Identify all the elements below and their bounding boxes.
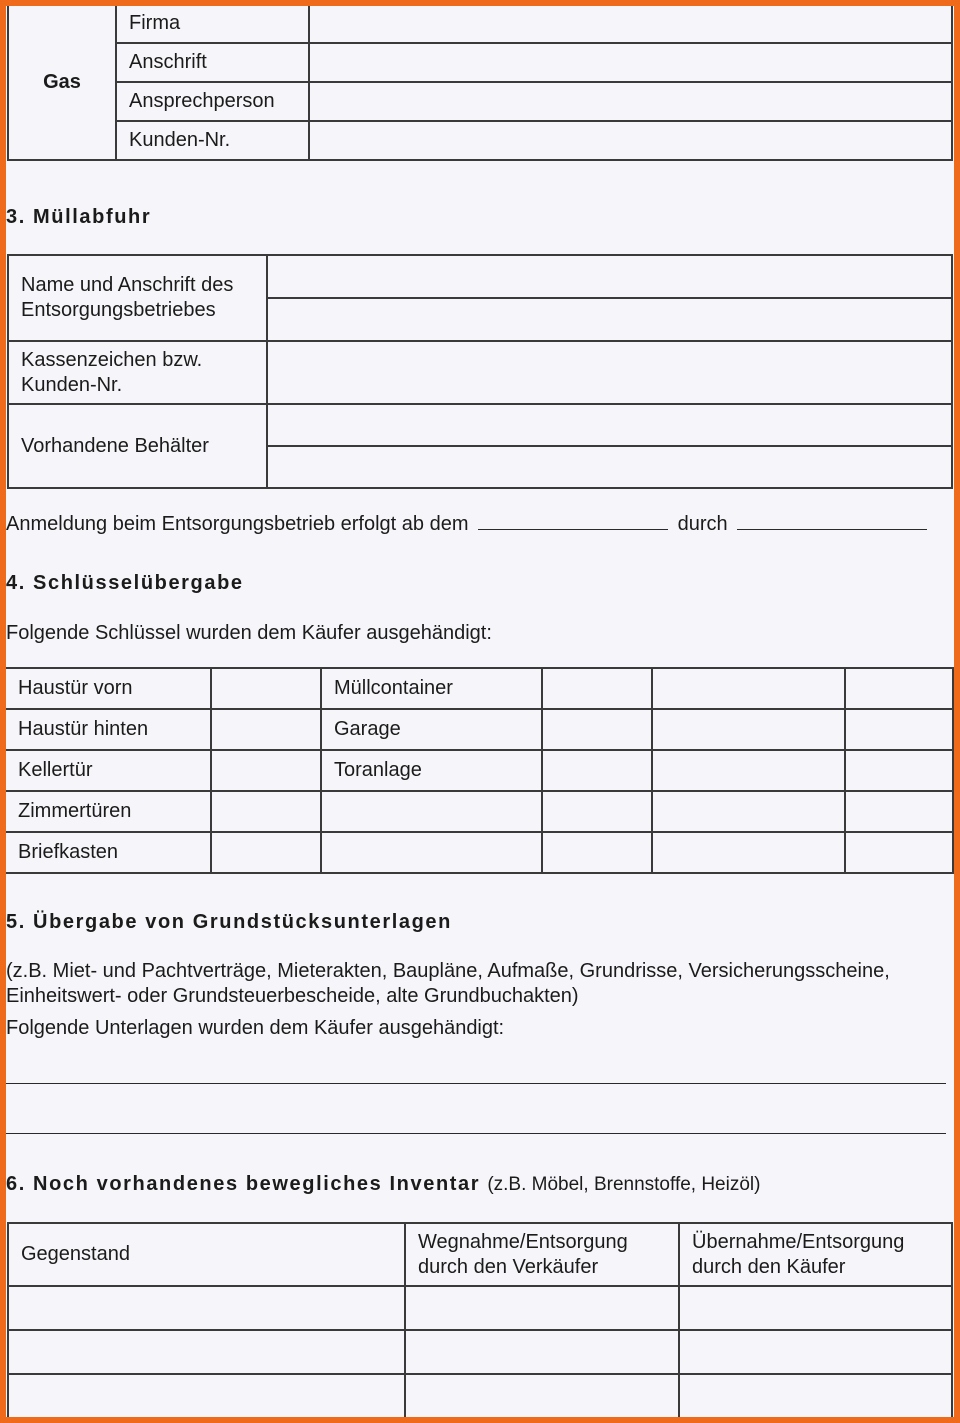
key-extra-field[interactable]: [845, 832, 953, 873]
muell-behaelter-field-1[interactable]: [267, 404, 952, 446]
muell-name-field-1[interactable]: [267, 255, 952, 298]
key-count-field[interactable]: [211, 668, 321, 709]
key-count-field[interactable]: [542, 832, 652, 873]
gas-row-label: Kunden-Nr.: [116, 121, 309, 160]
key-count-field[interactable]: [542, 791, 652, 832]
key-count-field[interactable]: [211, 832, 321, 873]
gas-row-label: Firma: [116, 4, 309, 43]
section-4-heading: 4. Schlüsselübergabe: [6, 572, 244, 594]
key-label: Haustür hinten: [6, 709, 211, 750]
muell-table: [7, 254, 953, 489]
gas-label-cell: [8, 4, 116, 160]
muell-kassenzeichen-line2: Kunden-Nr.: [21, 373, 123, 396]
anmeldung-date-blank[interactable]: [478, 511, 668, 530]
gas-kunden-nr-field[interactable]: [309, 121, 952, 160]
gas-anschrift-field[interactable]: [309, 43, 952, 82]
docs-examples-line1: (z.B. Miet- und Pachtverträge, Mieterakten, Baupläne, Aufmaße, Grundrisse, Versicherungsscheine,: [6, 960, 890, 982]
key-count-field[interactable]: [542, 709, 652, 750]
anmeldung-line: [6, 511, 927, 536]
key-label: Zimmertüren: [6, 791, 211, 832]
section-6-heading-sub: (z.B. Möbel, Brennstoffe, Heizöl): [487, 1174, 761, 1195]
key-label: Garage: [321, 709, 542, 750]
muell-name-label: [8, 255, 267, 341]
key-extra-field[interactable]: [652, 709, 845, 750]
key-count-field[interactable]: [211, 750, 321, 791]
key-extra-field[interactable]: [845, 709, 953, 750]
inventory-item-field[interactable]: [8, 1330, 405, 1374]
keys-table: [6, 667, 954, 874]
inventory-verkaeufer-field[interactable]: [405, 1374, 679, 1420]
key-label: Müllcontainer: [321, 668, 542, 709]
inventory-kaeufer-field[interactable]: [679, 1286, 952, 1330]
section-6-heading-main: 6. Noch vorhandenes bewegliches Inventar: [6, 1173, 481, 1195]
key-extra-field[interactable]: [652, 791, 845, 832]
gas-label: Gas: [43, 70, 81, 93]
anmeldung-durch-blank[interactable]: [737, 511, 927, 530]
key-extra-field[interactable]: [845, 750, 953, 791]
keys-intro: Folgende Schlüssel wurden dem Käufer ausgehändigt:: [6, 622, 492, 644]
anmeldung-durch: durch: [677, 513, 728, 535]
gas-firma-field[interactable]: [309, 4, 952, 43]
key-label[interactable]: [321, 832, 542, 873]
inventory-col-verkaeufer-line1: Wegnahme/Entsorgung: [418, 1230, 628, 1253]
key-extra-field[interactable]: [845, 668, 953, 709]
key-label: Kellertür: [6, 750, 211, 791]
docs-examples-line2: Einheitswert- oder Grundsteuerbescheide, alte Grundbuchakten): [6, 985, 579, 1007]
key-extra-field[interactable]: [845, 791, 953, 832]
inventory-col-verkaeufer-line2: durch den Verkäufer: [418, 1255, 599, 1278]
inventory-col-gegenstand: Gegenstand: [8, 1223, 405, 1286]
key-extra-field[interactable]: [652, 668, 845, 709]
key-count-field[interactable]: [211, 791, 321, 832]
key-label: Toranlage: [321, 750, 542, 791]
key-label[interactable]: [321, 791, 542, 832]
key-label: Briefkasten: [6, 832, 211, 873]
muell-behaelter-field-2[interactable]: [267, 446, 952, 488]
inventory-kaeufer-field[interactable]: [679, 1330, 952, 1374]
muell-name-label-line2: Entsorgungsbetriebes: [21, 299, 216, 321]
gas-row-label: Ansprechperson: [116, 82, 309, 121]
inventory-col-kaeufer-line2: durch den Käufer: [692, 1255, 846, 1278]
key-extra-field[interactable]: [652, 832, 845, 873]
inventory-col-kaeufer-line1: Übernahme/Entsorgung: [692, 1230, 905, 1253]
muell-kassenzeichen-label: [8, 341, 267, 404]
anmeldung-text: Anmeldung beim Entsorgungsbetrieb erfolgt ab dem: [6, 513, 469, 535]
inventory-item-field[interactable]: [8, 1286, 405, 1330]
inventory-col-kaeufer: [679, 1223, 952, 1286]
inventory-verkaeufer-field[interactable]: [405, 1286, 679, 1330]
section-6-heading: [6, 1173, 760, 1196]
inventory-table: [7, 1222, 953, 1421]
docs-write-line-2[interactable]: [6, 1133, 946, 1134]
key-extra-field[interactable]: [652, 750, 845, 791]
key-count-field[interactable]: [542, 668, 652, 709]
key-count-field[interactable]: [542, 750, 652, 791]
docs-intro: Folgende Unterlagen wurden dem Käufer ausgehändigt:: [6, 1017, 505, 1039]
key-count-field[interactable]: [211, 709, 321, 750]
muell-kassenzeichen-line1: Kassenzeichen bzw.: [21, 348, 203, 371]
gas-row-label: Anschrift: [116, 43, 309, 82]
docs-write-line-1[interactable]: [6, 1083, 946, 1084]
key-label: Haustür vorn: [6, 668, 211, 709]
gas-table: [7, 3, 953, 161]
section-5-heading: 5. Übergabe von Grundstücksunterlagen: [6, 911, 452, 933]
muell-behaelter-label: Vorhandene Behälter: [8, 404, 267, 488]
muell-name-label-line1: Name und Anschrift des: [21, 274, 234, 296]
gas-ansprechperson-field[interactable]: [309, 82, 952, 121]
inventory-kaeufer-field[interactable]: [679, 1374, 952, 1420]
section-3-heading: 3. Müllabfuhr: [6, 206, 152, 228]
muell-name-field-2[interactable]: [267, 298, 952, 341]
inventory-item-field[interactable]: [8, 1374, 405, 1420]
muell-kassenzeichen-field[interactable]: [267, 341, 952, 404]
inventory-col-verkaeufer: [405, 1223, 679, 1286]
inventory-verkaeufer-field[interactable]: [405, 1330, 679, 1374]
